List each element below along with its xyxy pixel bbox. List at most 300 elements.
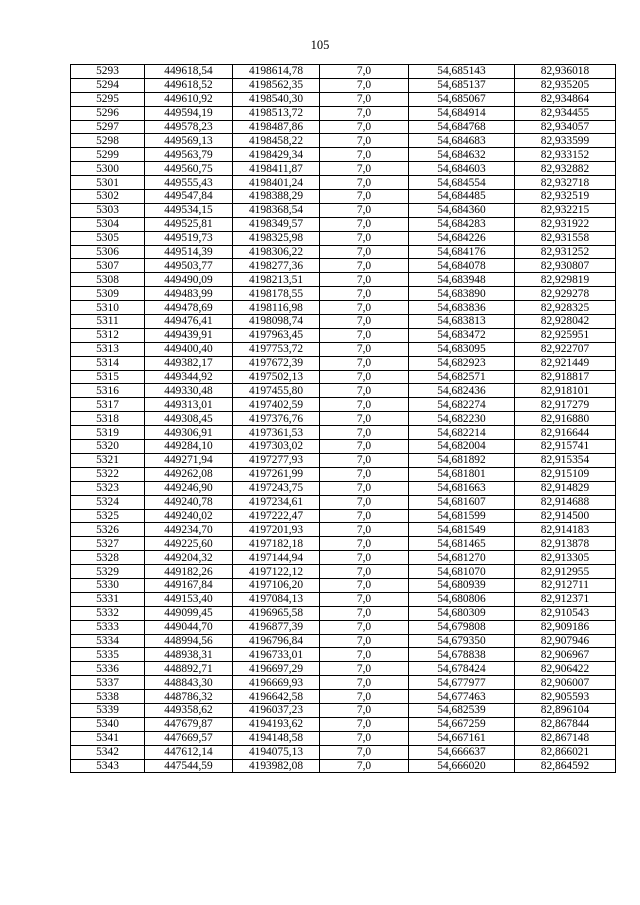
y-coordinate-cell: 4198116,98 xyxy=(233,301,320,315)
y-coordinate-cell: 4193982,08 xyxy=(233,759,320,773)
latitude-cell: 54,677977 xyxy=(409,676,515,690)
point-number-cell: 5338 xyxy=(71,690,145,704)
x-coordinate-cell: 449547,84 xyxy=(145,190,233,204)
point-number-cell: 5323 xyxy=(71,481,145,495)
table-row xyxy=(71,384,616,398)
x-coordinate-cell: 449182,26 xyxy=(145,565,233,579)
y-coordinate-cell: 4196733,01 xyxy=(233,648,320,662)
point-number-cell: 5332 xyxy=(71,606,145,620)
table-row xyxy=(71,245,616,259)
height-cell: 7,0 xyxy=(320,245,409,259)
x-coordinate-cell: 449610,92 xyxy=(145,92,233,106)
height-cell: 7,0 xyxy=(320,315,409,329)
longitude-cell: 82,867148 xyxy=(515,731,616,745)
x-coordinate-cell: 449514,39 xyxy=(145,245,233,259)
longitude-cell: 82,931922 xyxy=(515,217,616,231)
x-coordinate-cell: 449519,73 xyxy=(145,231,233,245)
point-number-cell: 5307 xyxy=(71,259,145,273)
point-number-cell: 5300 xyxy=(71,162,145,176)
longitude-cell: 82,928325 xyxy=(515,301,616,315)
point-number-cell: 5314 xyxy=(71,356,145,370)
latitude-cell: 54,678838 xyxy=(409,648,515,662)
height-cell: 7,0 xyxy=(320,551,409,565)
height-cell: 7,0 xyxy=(320,717,409,731)
point-number-cell: 5309 xyxy=(71,287,145,301)
x-coordinate-cell: 448938,31 xyxy=(145,648,233,662)
longitude-cell: 82,932215 xyxy=(515,203,616,217)
latitude-cell: 54,681549 xyxy=(409,523,515,537)
y-coordinate-cell: 4194075,13 xyxy=(233,745,320,759)
longitude-cell: 82,906422 xyxy=(515,662,616,676)
table-row xyxy=(71,328,616,342)
latitude-cell: 54,678424 xyxy=(409,662,515,676)
height-cell: 7,0 xyxy=(320,412,409,426)
x-coordinate-cell: 449234,70 xyxy=(145,523,233,537)
height-cell: 7,0 xyxy=(320,495,409,509)
height-cell: 7,0 xyxy=(320,273,409,287)
table-row xyxy=(71,551,616,565)
table-row xyxy=(71,634,616,648)
height-cell: 7,0 xyxy=(320,384,409,398)
point-number-cell: 5310 xyxy=(71,301,145,315)
point-number-cell: 5302 xyxy=(71,190,145,204)
point-number-cell: 5328 xyxy=(71,551,145,565)
x-coordinate-cell: 449560,75 xyxy=(145,162,233,176)
table-row xyxy=(71,703,616,717)
longitude-cell: 82,931252 xyxy=(515,245,616,259)
longitude-cell: 82,916880 xyxy=(515,412,616,426)
y-coordinate-cell: 4197963,45 xyxy=(233,328,320,342)
height-cell: 7,0 xyxy=(320,328,409,342)
table-row xyxy=(71,509,616,523)
x-coordinate-cell: 448892,71 xyxy=(145,662,233,676)
y-coordinate-cell: 4197402,59 xyxy=(233,398,320,412)
longitude-cell: 82,905593 xyxy=(515,690,616,704)
height-cell: 7,0 xyxy=(320,78,409,92)
table-row xyxy=(71,259,616,273)
y-coordinate-cell: 4198614,78 xyxy=(233,65,320,79)
table-row xyxy=(71,176,616,190)
table-row xyxy=(71,342,616,356)
point-number-cell: 5299 xyxy=(71,148,145,162)
height-cell: 7,0 xyxy=(320,426,409,440)
y-coordinate-cell: 4198325,98 xyxy=(233,231,320,245)
x-coordinate-cell: 449578,23 xyxy=(145,120,233,134)
longitude-cell: 82,866021 xyxy=(515,745,616,759)
table-row xyxy=(71,537,616,551)
x-coordinate-cell: 449490,09 xyxy=(145,273,233,287)
x-coordinate-cell: 449225,60 xyxy=(145,537,233,551)
x-coordinate-cell: 449358,62 xyxy=(145,703,233,717)
x-coordinate-cell: 449439,91 xyxy=(145,328,233,342)
point-number-cell: 5336 xyxy=(71,662,145,676)
y-coordinate-cell: 4197234,61 xyxy=(233,495,320,509)
latitude-cell: 54,684283 xyxy=(409,217,515,231)
x-coordinate-cell: 449618,52 xyxy=(145,78,233,92)
y-coordinate-cell: 4198213,51 xyxy=(233,273,320,287)
longitude-cell: 82,929819 xyxy=(515,273,616,287)
height-cell: 7,0 xyxy=(320,509,409,523)
latitude-cell: 54,682436 xyxy=(409,384,515,398)
longitude-cell: 82,928042 xyxy=(515,315,616,329)
y-coordinate-cell: 4196669,93 xyxy=(233,676,320,690)
y-coordinate-cell: 4197455,80 xyxy=(233,384,320,398)
point-number-cell: 5322 xyxy=(71,467,145,481)
longitude-cell: 82,912371 xyxy=(515,592,616,606)
latitude-cell: 54,681663 xyxy=(409,481,515,495)
longitude-cell: 82,929278 xyxy=(515,287,616,301)
table-row xyxy=(71,273,616,287)
point-number-cell: 5311 xyxy=(71,315,145,329)
height-cell: 7,0 xyxy=(320,467,409,481)
height-cell: 7,0 xyxy=(320,398,409,412)
longitude-cell: 82,915354 xyxy=(515,453,616,467)
point-number-cell: 5304 xyxy=(71,217,145,231)
longitude-cell: 82,935205 xyxy=(515,78,616,92)
y-coordinate-cell: 4197144,94 xyxy=(233,551,320,565)
table-row xyxy=(71,92,616,106)
y-coordinate-cell: 4198098,74 xyxy=(233,315,320,329)
y-coordinate-cell: 4197376,76 xyxy=(233,412,320,426)
x-coordinate-cell: 448786,32 xyxy=(145,690,233,704)
table-row xyxy=(71,356,616,370)
latitude-cell: 54,680939 xyxy=(409,578,515,592)
point-number-cell: 5293 xyxy=(71,65,145,79)
table-row xyxy=(71,231,616,245)
longitude-cell: 82,915109 xyxy=(515,467,616,481)
point-number-cell: 5297 xyxy=(71,120,145,134)
point-number-cell: 5308 xyxy=(71,273,145,287)
height-cell: 7,0 xyxy=(320,231,409,245)
longitude-cell: 82,912955 xyxy=(515,565,616,579)
y-coordinate-cell: 4197753,72 xyxy=(233,342,320,356)
height-cell: 7,0 xyxy=(320,606,409,620)
longitude-cell: 82,930807 xyxy=(515,259,616,273)
y-coordinate-cell: 4197084,13 xyxy=(233,592,320,606)
y-coordinate-cell: 4196642,58 xyxy=(233,690,320,704)
y-coordinate-cell: 4194148,58 xyxy=(233,731,320,745)
latitude-cell: 54,684176 xyxy=(409,245,515,259)
latitude-cell: 54,681599 xyxy=(409,509,515,523)
table-row xyxy=(71,467,616,481)
latitude-cell: 54,682274 xyxy=(409,398,515,412)
point-number-cell: 5337 xyxy=(71,676,145,690)
latitude-cell: 54,681270 xyxy=(409,551,515,565)
height-cell: 7,0 xyxy=(320,370,409,384)
longitude-cell: 82,934057 xyxy=(515,120,616,134)
table-row xyxy=(71,217,616,231)
longitude-cell: 82,932519 xyxy=(515,190,616,204)
latitude-cell: 54,684485 xyxy=(409,190,515,204)
x-coordinate-cell: 449099,45 xyxy=(145,606,233,620)
latitude-cell: 54,682923 xyxy=(409,356,515,370)
point-number-cell: 5326 xyxy=(71,523,145,537)
height-cell: 7,0 xyxy=(320,523,409,537)
point-number-cell: 5325 xyxy=(71,509,145,523)
height-cell: 7,0 xyxy=(320,731,409,745)
table-row xyxy=(71,190,616,204)
height-cell: 7,0 xyxy=(320,176,409,190)
latitude-cell: 54,679350 xyxy=(409,634,515,648)
y-coordinate-cell: 4198411,87 xyxy=(233,162,320,176)
latitude-cell: 54,682571 xyxy=(409,370,515,384)
coordinates-table xyxy=(70,64,616,773)
y-coordinate-cell: 4198562,35 xyxy=(233,78,320,92)
x-coordinate-cell: 449478,69 xyxy=(145,301,233,315)
longitude-cell: 82,906007 xyxy=(515,676,616,690)
table-row xyxy=(71,717,616,731)
point-number-cell: 5316 xyxy=(71,384,145,398)
y-coordinate-cell: 4197502,13 xyxy=(233,370,320,384)
table-row xyxy=(71,690,616,704)
x-coordinate-cell: 449330,48 xyxy=(145,384,233,398)
x-coordinate-cell: 448994,56 xyxy=(145,634,233,648)
longitude-cell: 82,906967 xyxy=(515,648,616,662)
longitude-cell: 82,925951 xyxy=(515,328,616,342)
y-coordinate-cell: 4196037,23 xyxy=(233,703,320,717)
point-number-cell: 5327 xyxy=(71,537,145,551)
x-coordinate-cell: 449308,45 xyxy=(145,412,233,426)
table-row xyxy=(71,648,616,662)
y-coordinate-cell: 4198306,22 xyxy=(233,245,320,259)
y-coordinate-cell: 4197106,20 xyxy=(233,578,320,592)
table-row xyxy=(71,412,616,426)
latitude-cell: 54,684360 xyxy=(409,203,515,217)
height-cell: 7,0 xyxy=(320,745,409,759)
longitude-cell: 82,922707 xyxy=(515,342,616,356)
height-cell: 7,0 xyxy=(320,676,409,690)
table-row xyxy=(71,148,616,162)
point-number-cell: 5312 xyxy=(71,328,145,342)
longitude-cell: 82,918101 xyxy=(515,384,616,398)
x-coordinate-cell: 449167,84 xyxy=(145,578,233,592)
y-coordinate-cell: 4197261,99 xyxy=(233,467,320,481)
point-number-cell: 5335 xyxy=(71,648,145,662)
latitude-cell: 54,684554 xyxy=(409,176,515,190)
latitude-cell: 54,685067 xyxy=(409,92,515,106)
x-coordinate-cell: 449476,41 xyxy=(145,315,233,329)
longitude-cell: 82,936018 xyxy=(515,65,616,79)
latitude-cell: 54,683813 xyxy=(409,315,515,329)
latitude-cell: 54,682230 xyxy=(409,412,515,426)
latitude-cell: 54,683472 xyxy=(409,328,515,342)
height-cell: 7,0 xyxy=(320,620,409,634)
height-cell: 7,0 xyxy=(320,301,409,315)
table-row xyxy=(71,578,616,592)
y-coordinate-cell: 4197243,75 xyxy=(233,481,320,495)
table-row xyxy=(71,731,616,745)
y-coordinate-cell: 4198388,29 xyxy=(233,190,320,204)
table-row xyxy=(71,453,616,467)
y-coordinate-cell: 4194193,62 xyxy=(233,717,320,731)
table-row xyxy=(71,523,616,537)
x-coordinate-cell: 447669,57 xyxy=(145,731,233,745)
table-row xyxy=(71,426,616,440)
latitude-cell: 54,681892 xyxy=(409,453,515,467)
y-coordinate-cell: 4197201,93 xyxy=(233,523,320,537)
y-coordinate-cell: 4197222,47 xyxy=(233,509,320,523)
height-cell: 7,0 xyxy=(320,287,409,301)
point-number-cell: 5340 xyxy=(71,717,145,731)
latitude-cell: 54,682214 xyxy=(409,426,515,440)
x-coordinate-cell: 449044,70 xyxy=(145,620,233,634)
latitude-cell: 54,681070 xyxy=(409,565,515,579)
x-coordinate-cell: 449284,10 xyxy=(145,440,233,454)
x-coordinate-cell: 449525,81 xyxy=(145,217,233,231)
x-coordinate-cell: 449400,40 xyxy=(145,342,233,356)
y-coordinate-cell: 4197303,02 xyxy=(233,440,320,454)
longitude-cell: 82,933152 xyxy=(515,148,616,162)
table-row xyxy=(71,134,616,148)
x-coordinate-cell: 449344,92 xyxy=(145,370,233,384)
latitude-cell: 54,679808 xyxy=(409,620,515,634)
longitude-cell: 82,914183 xyxy=(515,523,616,537)
height-cell: 7,0 xyxy=(320,92,409,106)
latitude-cell: 54,683890 xyxy=(409,287,515,301)
latitude-cell: 54,667161 xyxy=(409,731,515,745)
x-coordinate-cell: 449563,79 xyxy=(145,148,233,162)
y-coordinate-cell: 4198178,55 xyxy=(233,287,320,301)
height-cell: 7,0 xyxy=(320,190,409,204)
point-number-cell: 5339 xyxy=(71,703,145,717)
x-coordinate-cell: 447544,59 xyxy=(145,759,233,773)
longitude-cell: 82,934455 xyxy=(515,106,616,120)
y-coordinate-cell: 4198349,57 xyxy=(233,217,320,231)
latitude-cell: 54,682539 xyxy=(409,703,515,717)
x-coordinate-cell: 447679,87 xyxy=(145,717,233,731)
y-coordinate-cell: 4198513,72 xyxy=(233,106,320,120)
x-coordinate-cell: 449382,17 xyxy=(145,356,233,370)
point-number-cell: 5296 xyxy=(71,106,145,120)
point-number-cell: 5294 xyxy=(71,78,145,92)
point-number-cell: 5324 xyxy=(71,495,145,509)
y-coordinate-cell: 4198487,86 xyxy=(233,120,320,134)
latitude-cell: 54,681801 xyxy=(409,467,515,481)
x-coordinate-cell: 449569,13 xyxy=(145,134,233,148)
point-number-cell: 5318 xyxy=(71,412,145,426)
y-coordinate-cell: 4196697,29 xyxy=(233,662,320,676)
point-number-cell: 5334 xyxy=(71,634,145,648)
table-row xyxy=(71,440,616,454)
latitude-cell: 54,681465 xyxy=(409,537,515,551)
longitude-cell: 82,916644 xyxy=(515,426,616,440)
latitude-cell: 54,683948 xyxy=(409,273,515,287)
height-cell: 7,0 xyxy=(320,162,409,176)
y-coordinate-cell: 4198540,30 xyxy=(233,92,320,106)
latitude-cell: 54,666020 xyxy=(409,759,515,773)
height-cell: 7,0 xyxy=(320,106,409,120)
height-cell: 7,0 xyxy=(320,65,409,79)
latitude-cell: 54,684226 xyxy=(409,231,515,245)
latitude-cell: 54,666637 xyxy=(409,745,515,759)
x-coordinate-cell: 447612,14 xyxy=(145,745,233,759)
latitude-cell: 54,684768 xyxy=(409,120,515,134)
height-cell: 7,0 xyxy=(320,453,409,467)
longitude-cell: 82,909186 xyxy=(515,620,616,634)
longitude-cell: 82,914500 xyxy=(515,509,616,523)
longitude-cell: 82,921449 xyxy=(515,356,616,370)
point-number-cell: 5333 xyxy=(71,620,145,634)
x-coordinate-cell: 449246,90 xyxy=(145,481,233,495)
table-row xyxy=(71,315,616,329)
longitude-cell: 82,933599 xyxy=(515,134,616,148)
height-cell: 7,0 xyxy=(320,592,409,606)
table-row xyxy=(71,676,616,690)
height-cell: 7,0 xyxy=(320,634,409,648)
x-coordinate-cell: 449153,40 xyxy=(145,592,233,606)
x-coordinate-cell: 449483,99 xyxy=(145,287,233,301)
longitude-cell: 82,867844 xyxy=(515,717,616,731)
latitude-cell: 54,684914 xyxy=(409,106,515,120)
longitude-cell: 82,912711 xyxy=(515,578,616,592)
longitude-cell: 82,896104 xyxy=(515,703,616,717)
height-cell: 7,0 xyxy=(320,690,409,704)
x-coordinate-cell: 449306,91 xyxy=(145,426,233,440)
latitude-cell: 54,685143 xyxy=(409,65,515,79)
y-coordinate-cell: 4198429,34 xyxy=(233,148,320,162)
height-cell: 7,0 xyxy=(320,662,409,676)
table-row xyxy=(71,481,616,495)
table-row xyxy=(71,287,616,301)
point-number-cell: 5321 xyxy=(71,453,145,467)
table-row xyxy=(71,65,616,79)
table-row xyxy=(71,398,616,412)
y-coordinate-cell: 4197182,18 xyxy=(233,537,320,551)
longitude-cell: 82,915741 xyxy=(515,440,616,454)
x-coordinate-cell: 449594,19 xyxy=(145,106,233,120)
height-cell: 7,0 xyxy=(320,148,409,162)
latitude-cell: 54,684683 xyxy=(409,134,515,148)
point-number-cell: 5317 xyxy=(71,398,145,412)
height-cell: 7,0 xyxy=(320,565,409,579)
height-cell: 7,0 xyxy=(320,203,409,217)
longitude-cell: 82,932718 xyxy=(515,176,616,190)
y-coordinate-cell: 4196965,58 xyxy=(233,606,320,620)
table-row xyxy=(71,301,616,315)
y-coordinate-cell: 4198368,54 xyxy=(233,203,320,217)
x-coordinate-cell: 448843,30 xyxy=(145,676,233,690)
height-cell: 7,0 xyxy=(320,342,409,356)
longitude-cell: 82,913878 xyxy=(515,537,616,551)
x-coordinate-cell: 449618,54 xyxy=(145,65,233,79)
longitude-cell: 82,932882 xyxy=(515,162,616,176)
y-coordinate-cell: 4197361,53 xyxy=(233,426,320,440)
page-number: 105 xyxy=(310,38,330,52)
point-number-cell: 5298 xyxy=(71,134,145,148)
point-number-cell: 5330 xyxy=(71,578,145,592)
coordinates-table-body xyxy=(71,65,616,773)
point-number-cell: 5320 xyxy=(71,440,145,454)
y-coordinate-cell: 4198277,36 xyxy=(233,259,320,273)
height-cell: 7,0 xyxy=(320,356,409,370)
height-cell: 7,0 xyxy=(320,217,409,231)
longitude-cell: 82,931558 xyxy=(515,231,616,245)
table-row xyxy=(71,78,616,92)
point-number-cell: 5343 xyxy=(71,759,145,773)
longitude-cell: 82,934864 xyxy=(515,92,616,106)
latitude-cell: 54,682004 xyxy=(409,440,515,454)
x-coordinate-cell: 449534,15 xyxy=(145,203,233,217)
point-number-cell: 5342 xyxy=(71,745,145,759)
table-row xyxy=(71,745,616,759)
x-coordinate-cell: 449271,94 xyxy=(145,453,233,467)
longitude-cell: 82,918817 xyxy=(515,370,616,384)
point-number-cell: 5315 xyxy=(71,370,145,384)
point-number-cell: 5305 xyxy=(71,231,145,245)
height-cell: 7,0 xyxy=(320,440,409,454)
table-row xyxy=(71,203,616,217)
height-cell: 7,0 xyxy=(320,648,409,662)
